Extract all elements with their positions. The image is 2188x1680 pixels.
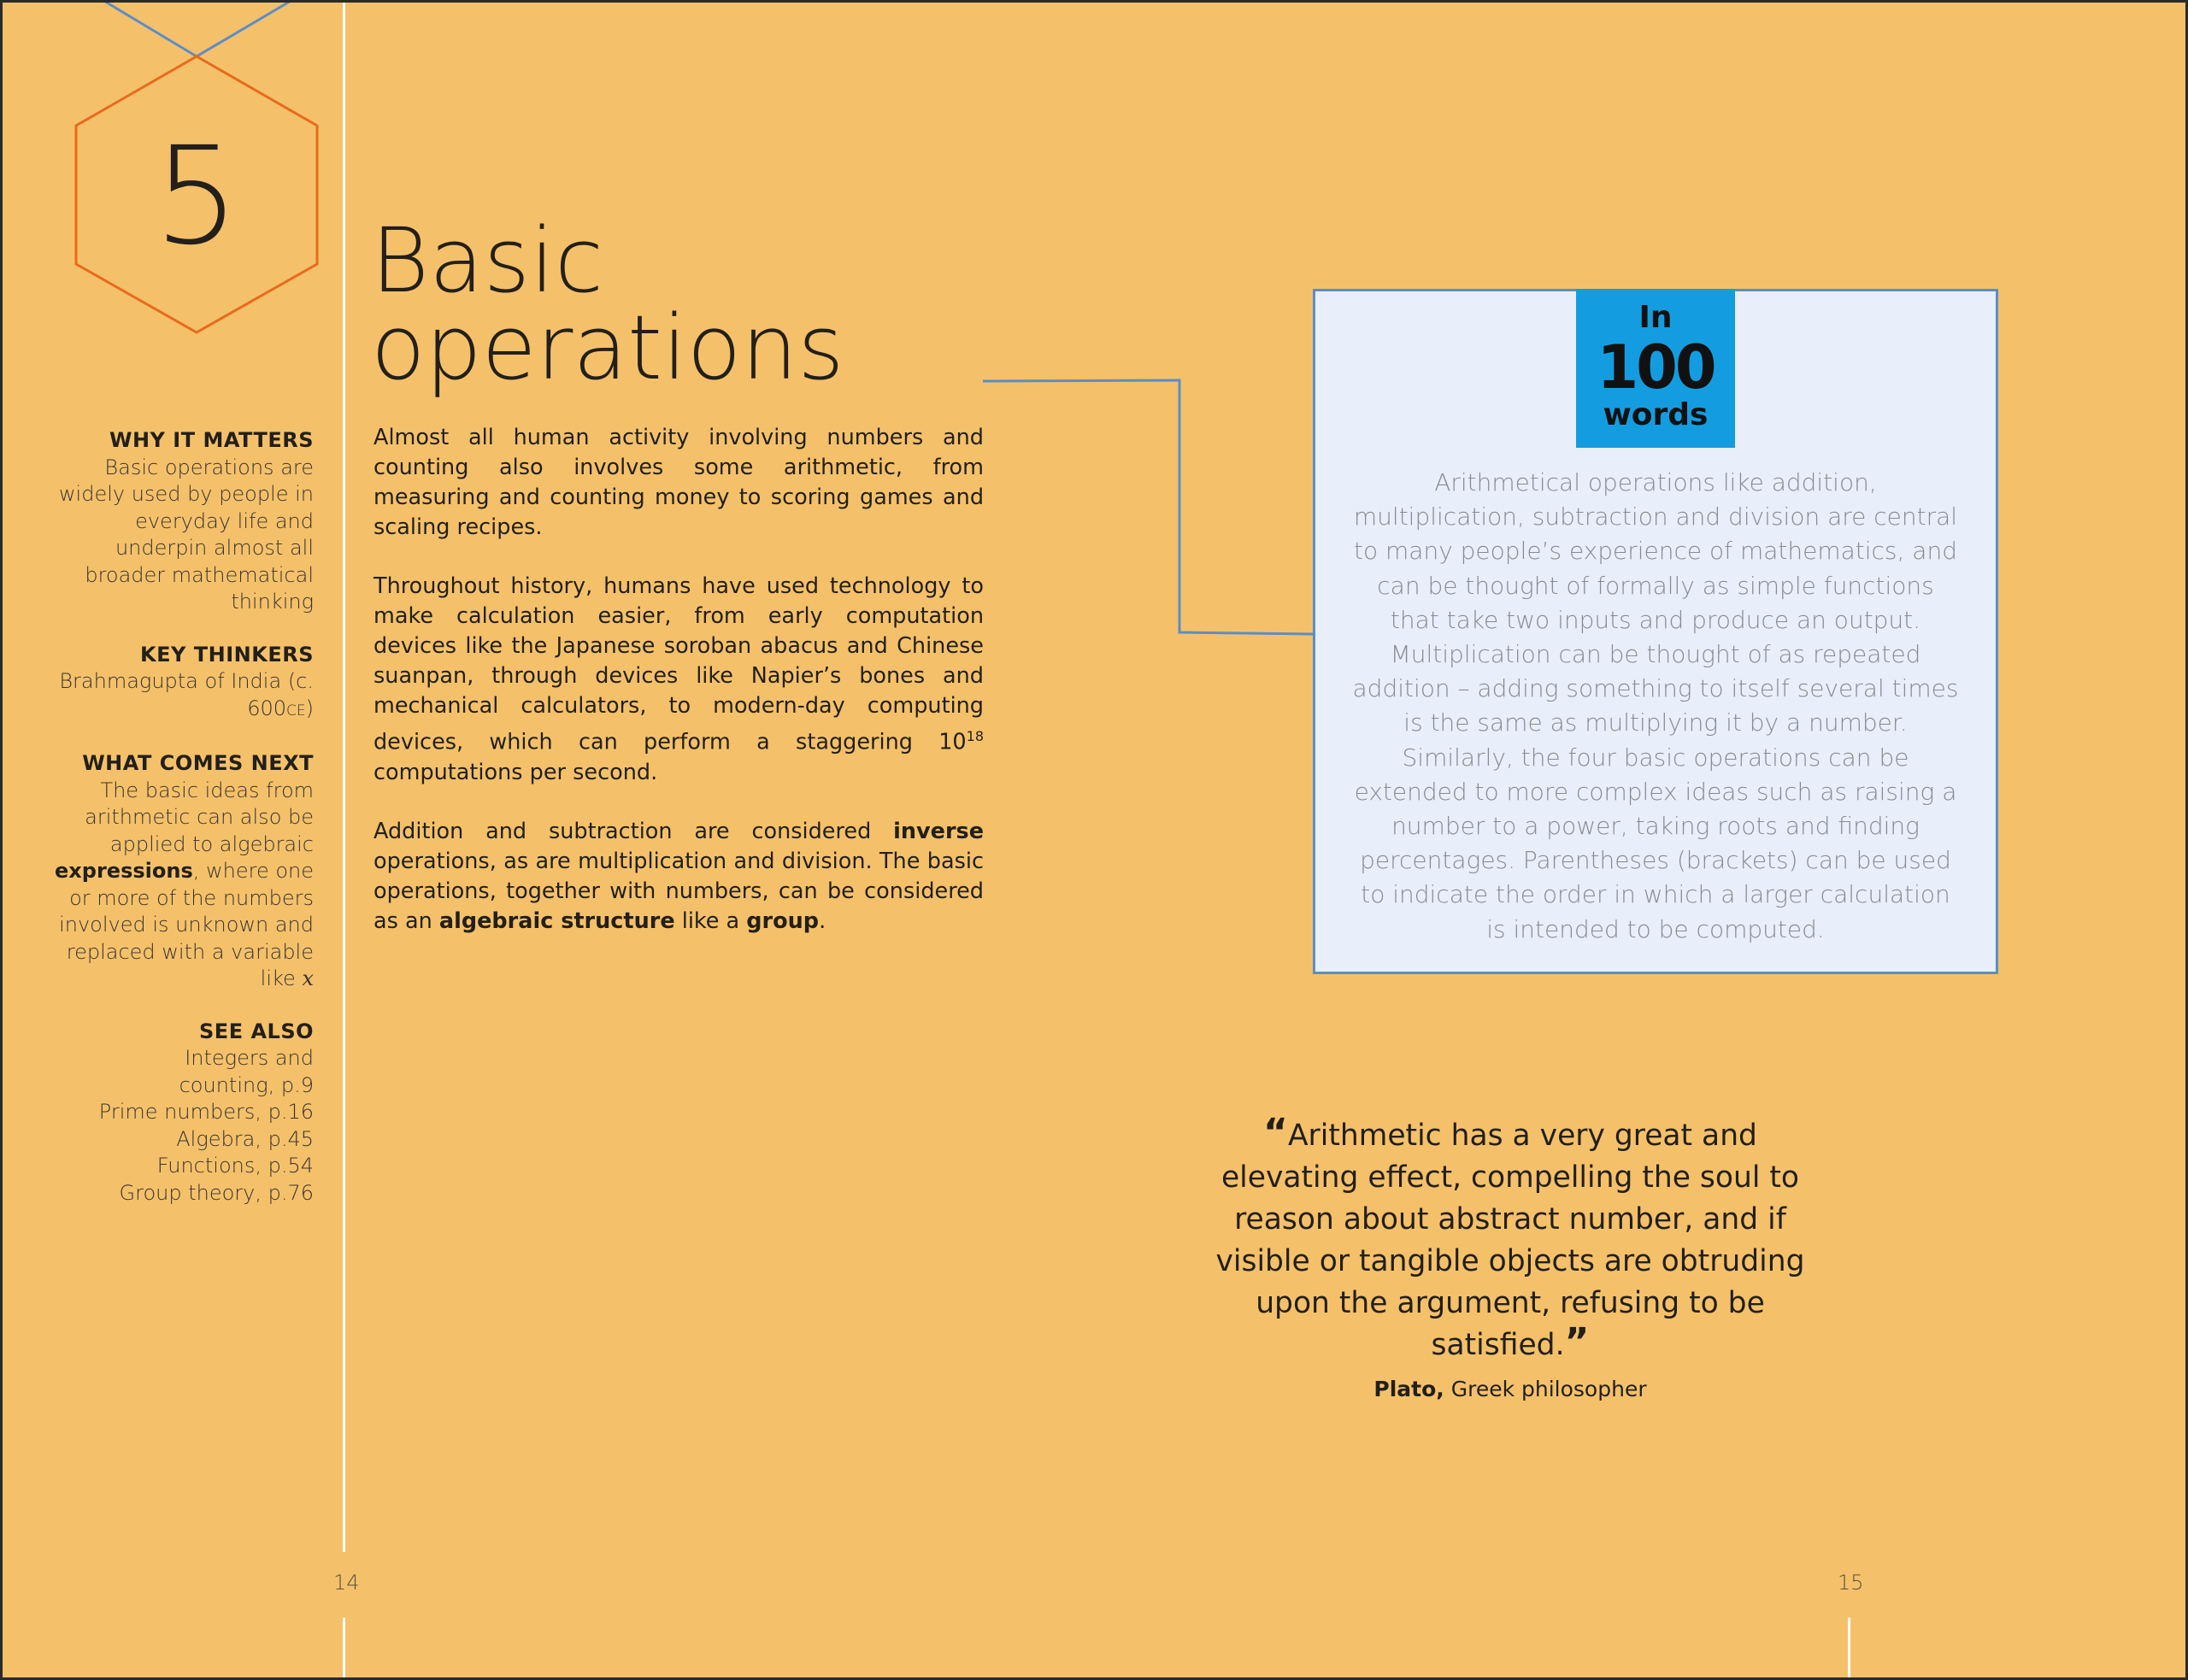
summary-text: Arithmetical operations like addition, multiplication, subtraction and division are central to many people’s experience of mathematics, and can be thought of formally as simple functions that take two inputs and produce an output. Multiplication can be thought of as repeated addition – adding something to itself several times is the same as multiplying it by a number. Similarly, the four basic operations can be extended to more complex ideas such as raising a number to a power, taking roots and finding percentages. Parentheses (brackets) can be used to indicate the order in which a larger calculation is intended to be computed. — [1352, 468, 1959, 943]
blue-diagonal-left — [103, 0, 197, 56]
why-text: Basic operations are widely used by people in everyday life and underpin almost all broader mathematical thinking — [58, 455, 314, 614]
next-text-after: , where one or more of the numbers involved is unknown and replaced with a variable like — [59, 859, 314, 990]
next-text — [51, 778, 314, 993]
connector-line — [983, 380, 1313, 634]
page-title — [371, 209, 844, 400]
paragraph-1: Almost all human activity involving numbers and counting also involves some arithmetic, from measuring and counting money to scoring games and scaling recipes. — [373, 425, 984, 540]
pull-quote — [1214, 1111, 1807, 1366]
paragraph-2-text: Throughout history, humans have used technology to make calculation easier, from early computation devices like the Japanese soroban abacus and Chinese suanpan, through devices like Napier’s bones and mechanical calculators, to modern-day computing devices, which can perform a staggering 10 — [373, 573, 984, 755]
title-line-1: Basic — [371, 209, 604, 313]
paragraph-2-end: computations per second. — [373, 759, 658, 785]
quote-attribution — [1214, 1376, 1807, 1403]
title-line-2: operations — [371, 296, 844, 400]
blue-diagonal-right — [197, 0, 292, 56]
paragraph-2 — [373, 572, 984, 788]
right-divider-bottom — [1848, 1618, 1850, 1680]
thinker-era: CE — [286, 702, 306, 720]
why-it-matters — [51, 427, 314, 616]
next-bold-term: expressions — [55, 859, 193, 883]
close-quote-mark: ” — [1564, 1320, 1590, 1364]
what-comes-next — [51, 750, 314, 993]
see-also-item[interactable]: Prime numbers, p.16 — [98, 1100, 314, 1124]
paragraph-3-e: . — [819, 908, 826, 934]
sidebar — [51, 427, 314, 1232]
open-quote-mark: “ — [1263, 1111, 1288, 1154]
badge-number: 100 — [1597, 332, 1715, 402]
paragraph-3-d: like a — [681, 908, 740, 934]
see-also-item[interactable]: Functions, p.54 — [156, 1154, 314, 1178]
body-text — [373, 423, 984, 966]
why-heading: WHY IT MATTERS — [109, 428, 314, 452]
page-number-left: 14 — [333, 1571, 360, 1595]
term-algebraic-structure: algebraic structure — [438, 908, 675, 934]
left-divider — [343, 0, 345, 1552]
page-number-right: 15 — [1838, 1571, 1864, 1595]
quote-author: Plato, — [1373, 1377, 1444, 1401]
thinker-date: (c. 600 — [247, 669, 314, 720]
in-100-words-badge — [1576, 289, 1735, 448]
badge-words: words — [1603, 397, 1709, 432]
thinker-name: Brahmagupta of India — [59, 669, 282, 693]
next-variable: x — [302, 966, 314, 990]
key-thinkers — [51, 642, 314, 725]
thinkers-heading: KEY THINKERS — [140, 642, 314, 667]
left-divider-bottom — [343, 1618, 345, 1680]
chapter-number: 5 — [153, 118, 240, 275]
exponent: 18 — [966, 728, 984, 744]
term-group: group — [746, 908, 820, 934]
see-also-item[interactable]: counting, p.9 — [179, 1072, 314, 1097]
next-text-before: The basic ideas from arithmetic can also be applied to algebraic — [85, 778, 314, 856]
thinkers-text — [51, 668, 314, 725]
paragraph-3 — [373, 817, 984, 937]
see-also — [51, 1019, 314, 1207]
thinker-date-close: ) — [305, 696, 314, 720]
quote-author-desc: Greek philosopher — [1450, 1377, 1647, 1401]
quote-text: Arithmetic has a very great and elevating effect, compelling the soul to reason about abstract number, and if visible or tangible objects are obtruding upon the argument, refusing to be satisfied. — [1215, 1119, 1805, 1362]
badge-in: In — [1638, 300, 1673, 335]
see-also-item[interactable]: Integers and — [185, 1046, 314, 1070]
term-inverse: inverse — [893, 818, 985, 844]
next-heading: WHAT COMES NEXT — [82, 751, 314, 775]
paragraph-3-c: operations, as are multiplication and division. The basic operations, together with numbers, can be considered as an — [373, 848, 984, 934]
paragraph-3-a: Addition and subtraction are considered — [373, 818, 872, 844]
see-also-item[interactable]: Group theory, p.76 — [119, 1180, 314, 1205]
see-also-heading: SEE ALSO — [199, 1019, 314, 1043]
see-also-item[interactable]: Algebra, p.45 — [176, 1126, 314, 1151]
